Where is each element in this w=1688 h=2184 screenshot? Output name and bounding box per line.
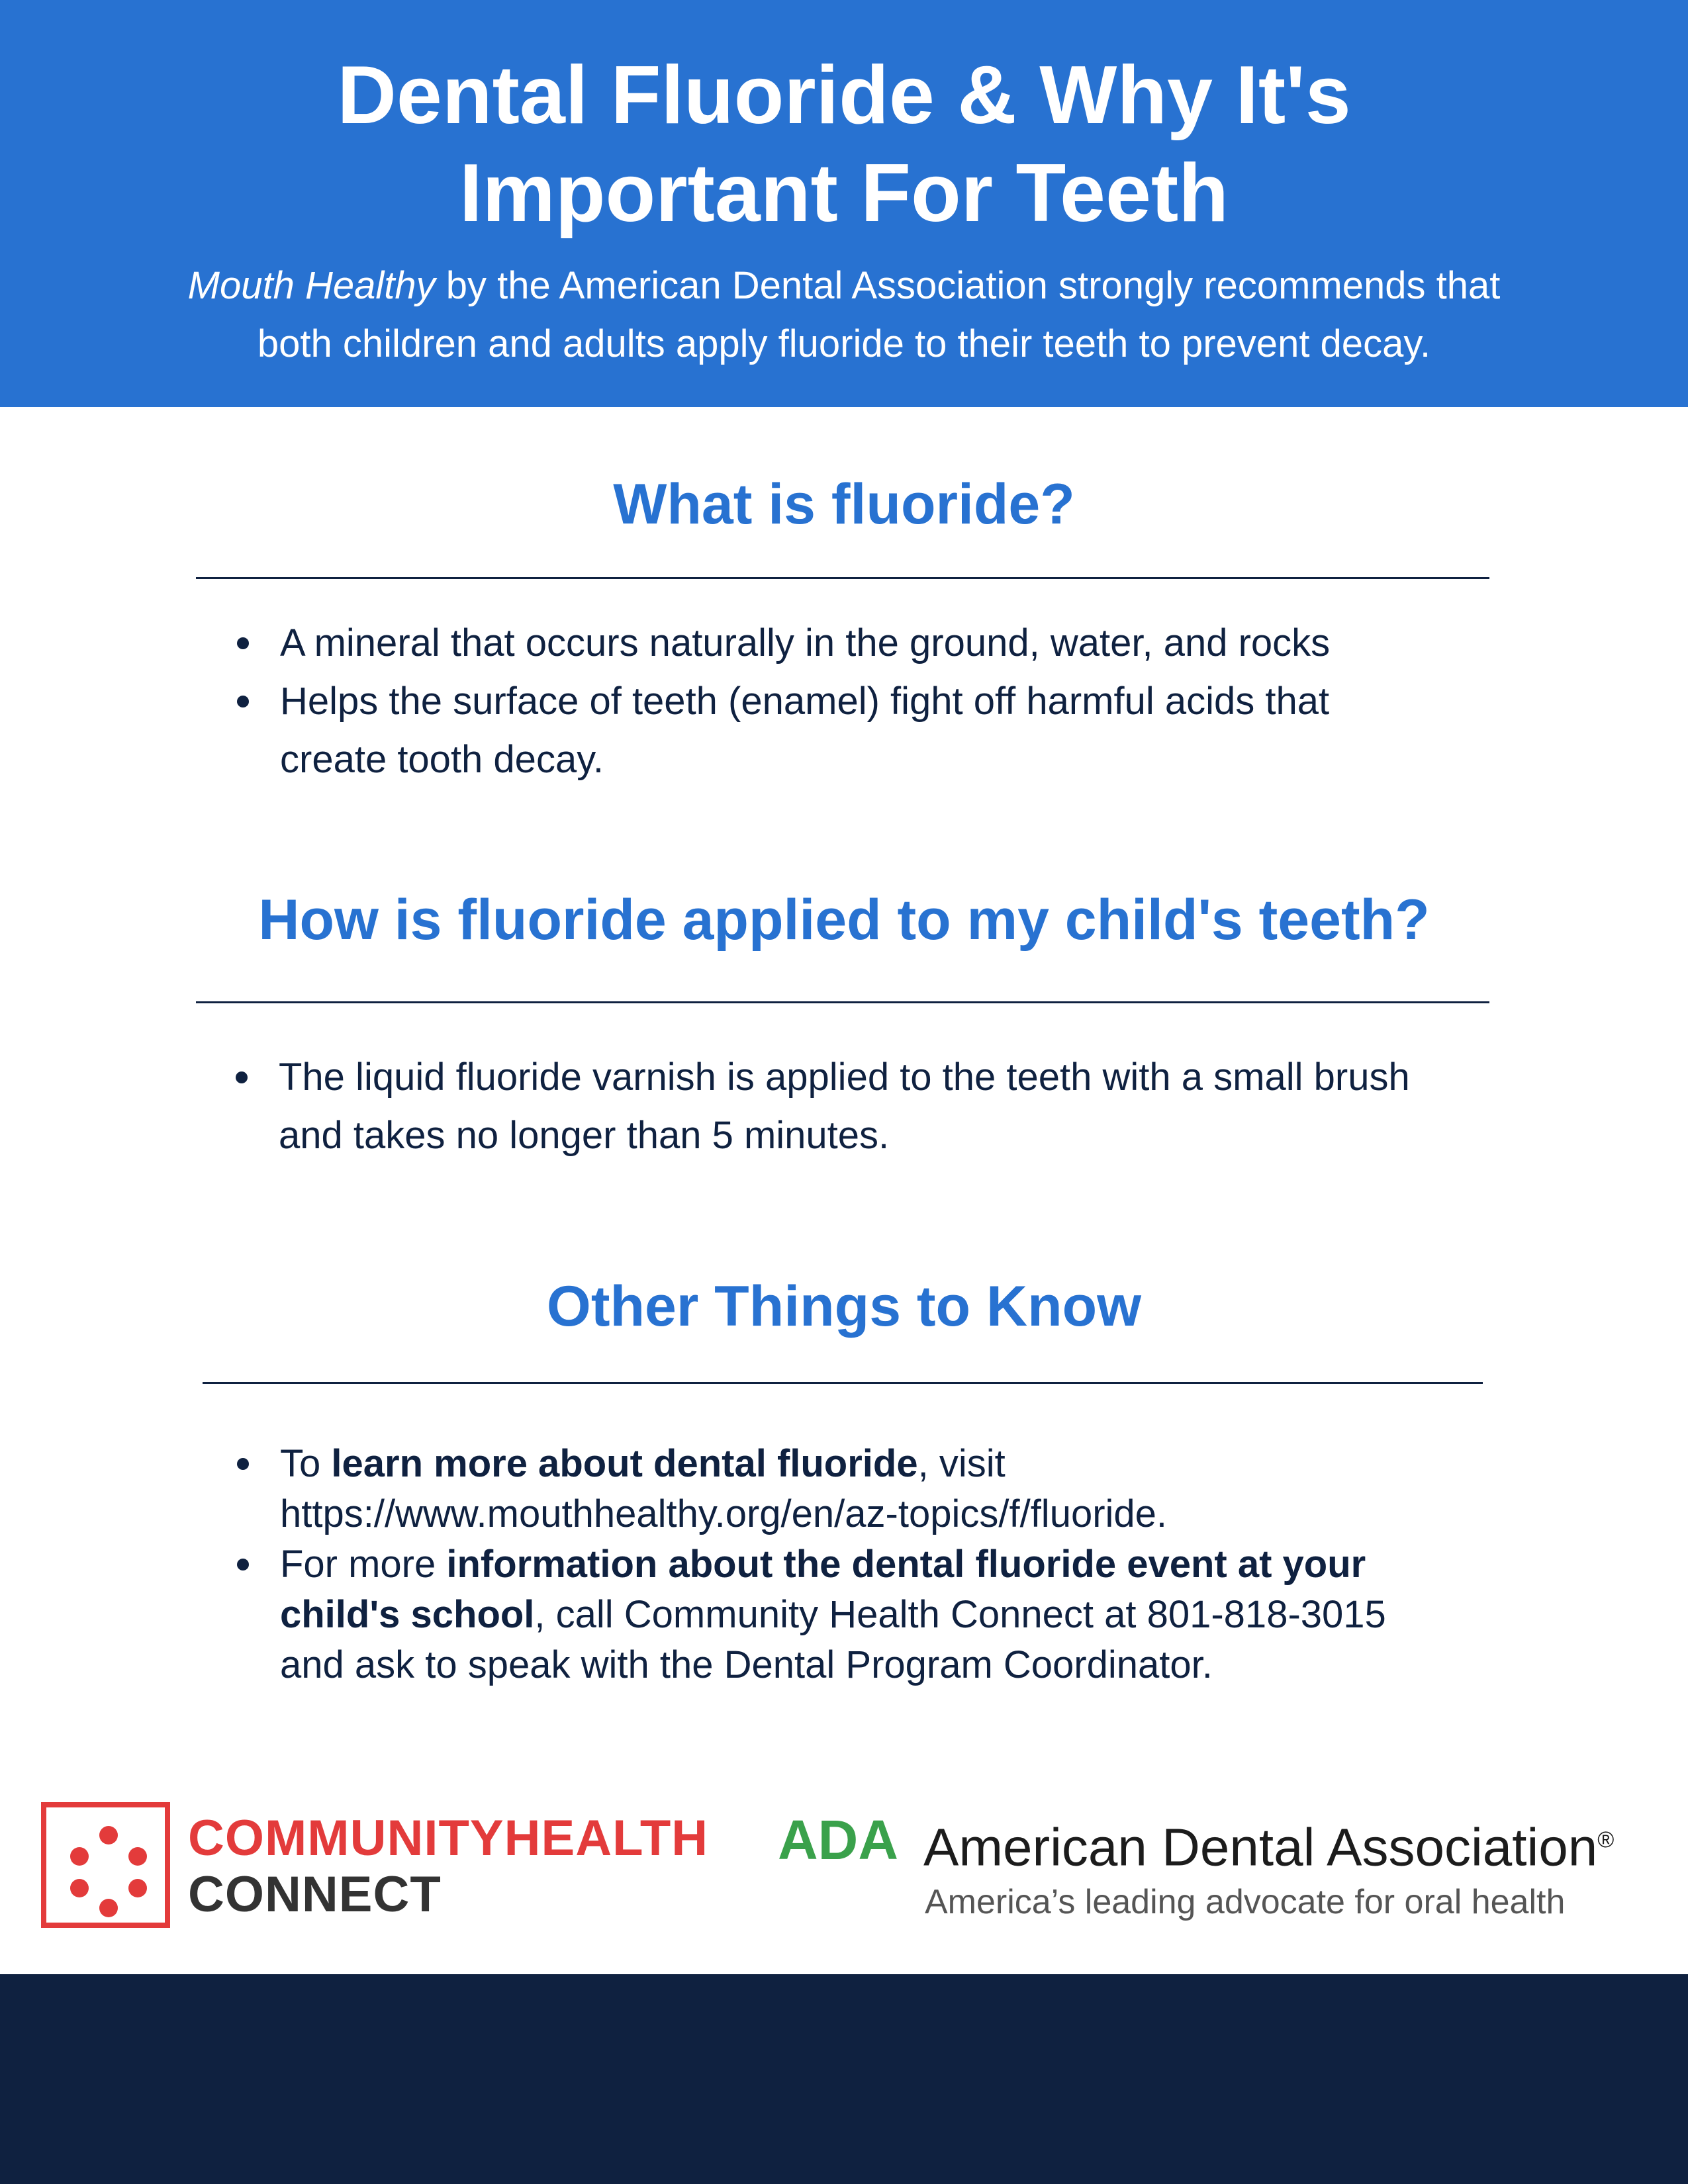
bullet-text-line2: create tooth decay. [280, 738, 604, 781]
bullet-text-line1: The liquid fluoride varnish is applied to the teeth with a small brush [279, 1056, 1410, 1099]
community-health-connect-logo [41, 1799, 723, 1931]
what-is-fluoride-list [237, 614, 1561, 789]
bullet-text: A mineral that occurs naturally in the ground, water, and rocks [280, 621, 1331, 664]
section-divider [196, 1001, 1489, 1003]
ada-logo-name [923, 1807, 1614, 1881]
chc-dot [128, 1847, 147, 1866]
section-title-how-applied: How is fluoride applied to my child's teeth? [258, 888, 1430, 952]
list-item [237, 614, 1561, 672]
chc-dot [70, 1847, 89, 1866]
subtitle-line1-rest: by the American Dental Association strongly recommends that [435, 264, 1501, 307]
bullet-text-bold: learn more about dental fluoride [331, 1442, 918, 1485]
other-things-list [237, 1439, 1561, 1690]
subtitle-line2: both children and adults apply fluoride to their teeth to prevent decay. [257, 322, 1431, 365]
section-divider [203, 1382, 1483, 1384]
bullet-text-post-line2: , call Community Health Connect at 801-818-3015 [534, 1593, 1386, 1636]
section-title-what-is-fluoride: What is fluoride? [613, 473, 1075, 536]
bullet-text-line3: and ask to speak with the Dental Program Coordinator. [280, 1643, 1213, 1686]
list-item [236, 1048, 1626, 1165]
ada-logo-tagline: America’s leading advocate for oral health [925, 1883, 1566, 1921]
bullet-text-line1: Helps the surface of teeth (enamel) fight off harmful acids that [280, 680, 1330, 723]
fluoride-info-url[interactable]: https://www.mouthhealthy.org/en/az-topics/f/fluoride. [280, 1492, 1168, 1535]
chc-logo-mark-icon [41, 1802, 170, 1928]
footer-band [0, 1974, 1688, 2184]
chc-logo-text-line2: CONNECT [188, 1866, 442, 1923]
ada-logo [778, 1807, 1665, 1933]
chc-dot [128, 1879, 147, 1897]
page-title-line2: Important For Teeth [459, 148, 1229, 239]
bullet-text-bold-line1: information about the dental fluoride event at your [446, 1543, 1366, 1586]
page-title [0, 46, 1688, 242]
chc-dot [70, 1879, 89, 1897]
list-item [237, 672, 1561, 789]
section-divider [196, 577, 1489, 579]
ada-logo-abbreviation: ADA [778, 1809, 898, 1871]
bullet-text-pre: To [280, 1442, 332, 1485]
registered-mark: ® [1597, 1827, 1615, 1852]
chc-dot [99, 1899, 118, 1917]
bullet-text-post: , visit [917, 1442, 1006, 1485]
bullet-text-line2: and takes no longer than 5 minutes. [279, 1114, 890, 1157]
bullet-text-pre: For more [280, 1543, 447, 1586]
ada-name-text: American Dental Association [923, 1817, 1598, 1877]
list-item [237, 1439, 1561, 1539]
header-banner [0, 0, 1688, 407]
bullet-text-bold-line2: child's school [280, 1593, 535, 1636]
list-item [237, 1539, 1561, 1690]
how-applied-list [236, 1048, 1626, 1165]
chc-logo-text-line1: COMMUNITYHEALTH [188, 1810, 709, 1866]
page-title-line1: Dental Fluoride & Why It's [337, 50, 1351, 141]
subtitle-emphasis: Mouth Healthy [187, 264, 436, 307]
chc-dot [99, 1826, 118, 1844]
section-title-other-things: Other Things to Know [546, 1275, 1142, 1338]
page-subtitle [99, 257, 1589, 373]
